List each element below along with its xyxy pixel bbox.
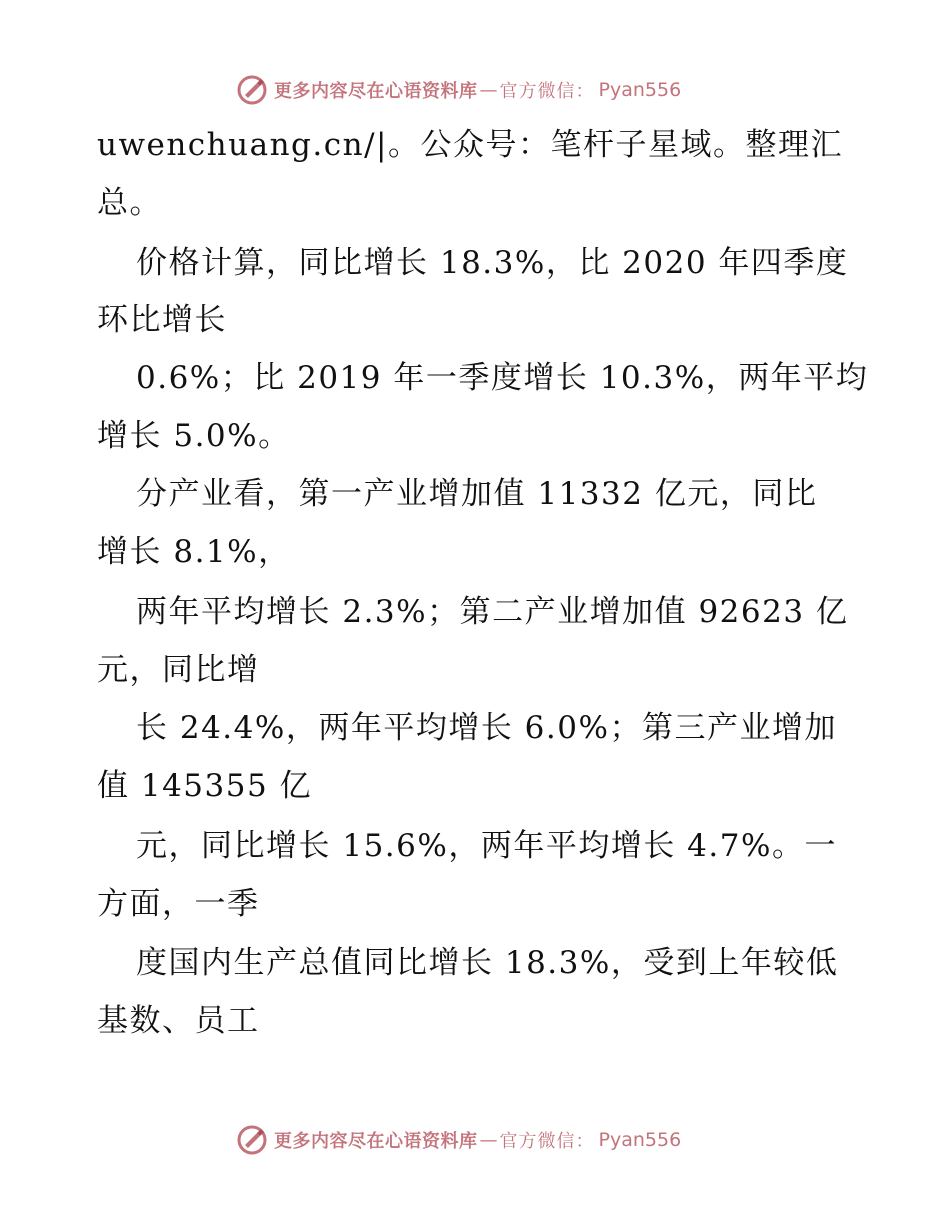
watermark-subtitle: 官方微信： bbox=[499, 1131, 595, 1152]
body-line: 两年平均增长 2.3%；第二产业增加值 92623 亿 bbox=[136, 594, 849, 630]
body-line: 元，同比增 bbox=[97, 652, 260, 688]
body-line: 方面，一季 bbox=[97, 886, 260, 922]
watermark-footer bbox=[236, 1123, 716, 1157]
watermark-header bbox=[236, 73, 716, 107]
watermark-subtitle: 官方微信： bbox=[499, 81, 595, 102]
watermark-title: 更多内容尽在心语资料库 bbox=[274, 1131, 478, 1152]
body-line: 价格计算，同比增长 18.3%，比 2020 年四季度 bbox=[136, 245, 849, 281]
body-line: 分产业看，第一产业增加值 11332 亿元，同比 bbox=[136, 476, 818, 512]
body-line: 值 145355 亿 bbox=[97, 768, 313, 804]
watermark-logo-icon bbox=[236, 74, 268, 106]
body-line: uwenchuang.cn/|。公众号：笔杆子星域。整理汇 bbox=[97, 127, 843, 163]
body-line: 总。 bbox=[97, 185, 162, 221]
body-line: 基数、员工 bbox=[97, 1003, 260, 1039]
body-line: 增长 5.0%。 bbox=[97, 418, 291, 454]
watermark-dash: — bbox=[479, 1129, 498, 1151]
body-line: 长 24.4%，两年平均增长 6.0%；第三产业增加 bbox=[136, 710, 837, 746]
body-line: 度国内生产总值同比增长 18.3%，受到上年较低 bbox=[136, 945, 839, 981]
body-line: 元，同比增长 15.6%，两年平均增长 4.7%。一 bbox=[136, 828, 837, 864]
body-line: 增长 8.1%， bbox=[97, 534, 291, 570]
body-line: 0.6%；比 2019 年一季度增长 10.3%，两年平均 bbox=[136, 360, 869, 396]
watermark-logo-icon bbox=[236, 1124, 268, 1156]
watermark-id: Pyan556 bbox=[598, 79, 682, 101]
watermark-id: Pyan556 bbox=[598, 1129, 682, 1151]
watermark-title: 更多内容尽在心语资料库 bbox=[274, 81, 478, 102]
body-line: 环比增长 bbox=[97, 302, 227, 338]
watermark-dash: — bbox=[479, 79, 498, 101]
